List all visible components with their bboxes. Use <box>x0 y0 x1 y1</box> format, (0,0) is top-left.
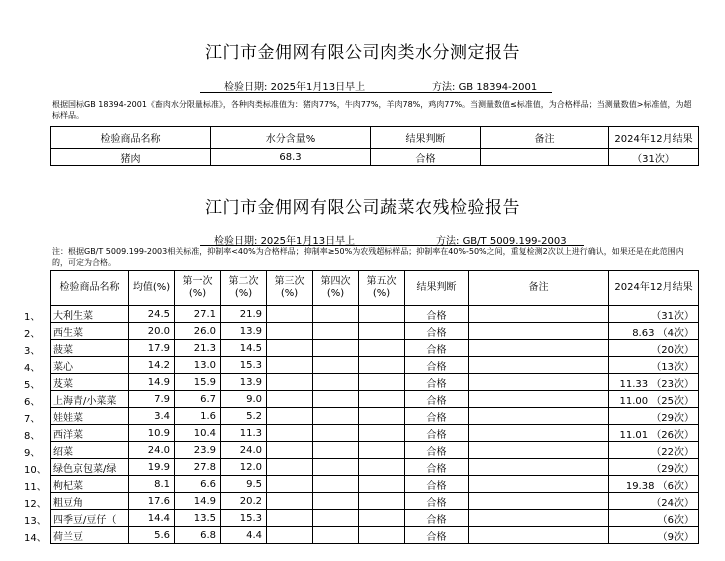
veg-cell-r3 <box>267 476 313 493</box>
veg-cell-remark <box>469 459 609 476</box>
veg-cell-avg: 17.6 <box>129 493 175 510</box>
veg-cell-r2: 13.9 <box>221 374 267 391</box>
veg-row-index: 9、 <box>24 448 41 459</box>
veg-cell-result: 合格 <box>405 459 469 476</box>
veg-header-r4: 第四次(%) <box>313 271 359 306</box>
veg-cell-prev: （20次） <box>609 340 699 357</box>
meat-date <box>224 78 365 93</box>
veg-cell-prev: 19.38 （6次） <box>609 476 699 493</box>
veg-row-index: 14、 <box>24 533 47 544</box>
veg-cell-r2: 9.0 <box>221 391 267 408</box>
veg-row-index: 5、 <box>24 380 41 391</box>
table-row <box>51 493 699 510</box>
veg-cell-r1: 23.9 <box>175 442 221 459</box>
veg-cell-r5 <box>359 391 405 408</box>
veg-header-avg: 均值(%) <box>129 271 175 306</box>
veg-date-label: 检验日期: <box>214 236 258 247</box>
table-row <box>51 510 699 527</box>
meat-meta-underline <box>200 92 552 93</box>
veg-report-title: 江门市金佣网有限公司蔬菜农残检验报告 <box>205 198 520 218</box>
veg-cell-prev: （29次） <box>609 459 699 476</box>
table-row <box>51 459 699 476</box>
veg-cell-r1: 27.1 <box>175 306 221 323</box>
veg-cell-r4 <box>313 442 359 459</box>
veg-cell-result: 合格 <box>405 527 469 544</box>
veg-cell-remark <box>469 493 609 510</box>
veg-cell-prev: 8.63 （4次） <box>609 323 699 340</box>
meat-cell-name: 猪肉 <box>51 149 211 166</box>
veg-row-index: 12、 <box>24 499 47 510</box>
veg-date-value: 2025年1月13日早上 <box>260 236 356 247</box>
veg-cell-prev: 11.33 （23次） <box>609 374 699 391</box>
veg-cell-r2: 20.2 <box>221 493 267 510</box>
veg-cell-name: 西洋菜 <box>51 425 129 442</box>
meat-method <box>432 78 537 93</box>
veg-cell-remark <box>469 527 609 544</box>
veg-cell-avg: 8.1 <box>129 476 175 493</box>
veg-cell-avg: 24.5 <box>129 306 175 323</box>
veg-cell-r4 <box>313 476 359 493</box>
veg-cell-remark <box>469 374 609 391</box>
table-row <box>51 357 699 374</box>
veg-cell-r5 <box>359 510 405 527</box>
veg-cell-r3 <box>267 408 313 425</box>
veg-header-r1: 第一次(%) <box>175 271 221 306</box>
table-row <box>51 374 699 391</box>
veg-cell-r4 <box>313 459 359 476</box>
veg-cell-r1: 15.9 <box>175 374 221 391</box>
veg-cell-result: 合格 <box>405 510 469 527</box>
meat-header-name: 检验商品名称 <box>51 127 211 149</box>
veg-cell-avg: 10.9 <box>129 425 175 442</box>
veg-cell-remark <box>469 340 609 357</box>
veg-cell-prev: 11.00 （25次） <box>609 391 699 408</box>
veg-cell-r5 <box>359 493 405 510</box>
meat-cell-prev: （31次） <box>609 149 699 166</box>
veg-cell-result: 合格 <box>405 306 469 323</box>
veg-header-result: 结果判断 <box>405 271 469 306</box>
table-row <box>51 476 699 493</box>
veg-cell-r4 <box>313 425 359 442</box>
veg-cell-avg: 14.2 <box>129 357 175 374</box>
veg-row-index: 4、 <box>24 363 41 374</box>
table-row <box>51 408 699 425</box>
veg-cell-r5 <box>359 476 405 493</box>
veg-row-index: 13、 <box>24 516 47 527</box>
veg-cell-avg: 5.6 <box>129 527 175 544</box>
veg-cell-r4 <box>313 527 359 544</box>
veg-cell-remark <box>469 425 609 442</box>
veg-cell-r4 <box>313 408 359 425</box>
veg-cell-avg: 3.4 <box>129 408 175 425</box>
meat-header-remark: 备注 <box>481 127 609 149</box>
meat-method-label: 方法: <box>432 82 456 93</box>
veg-row-index: 8、 <box>24 431 41 442</box>
veg-cell-avg: 19.9 <box>129 459 175 476</box>
veg-cell-r2: 13.9 <box>221 323 267 340</box>
veg-cell-result: 合格 <box>405 340 469 357</box>
meat-header-result: 结果判断 <box>371 127 481 149</box>
veg-cell-r5 <box>359 425 405 442</box>
veg-header-r2: 第二次(%) <box>221 271 267 306</box>
veg-cell-r5 <box>359 323 405 340</box>
veg-cell-name: 枸杞菜 <box>51 476 129 493</box>
table-row <box>51 442 699 459</box>
meat-cell-value: 68.3 <box>211 149 371 166</box>
veg-cell-r3 <box>267 374 313 391</box>
table-row <box>51 425 699 442</box>
veg-method-value: GB/T 5009.199-2003 <box>462 236 567 247</box>
veg-row-index: 10、 <box>24 465 47 476</box>
veg-cell-result: 合格 <box>405 357 469 374</box>
veg-row-index: 1、 <box>24 312 41 323</box>
meat-cell-result: 合格 <box>371 149 481 166</box>
veg-cell-prev: （24次） <box>609 493 699 510</box>
veg-cell-r4 <box>313 357 359 374</box>
veg-cell-r3 <box>267 391 313 408</box>
veg-cell-r1: 1.6 <box>175 408 221 425</box>
veg-cell-result: 合格 <box>405 408 469 425</box>
veg-cell-name: 绿色京包菜/绿 <box>51 459 129 476</box>
veg-cell-remark <box>469 510 609 527</box>
veg-cell-result: 合格 <box>405 493 469 510</box>
veg-cell-r3 <box>267 425 313 442</box>
veg-cell-r2: 24.0 <box>221 442 267 459</box>
veg-cell-name: 粗豆角 <box>51 493 129 510</box>
veg-report-note: 注：根据GB/T 5009.199-2003相关标准，抑制率<40%为合格样品；抑制率≥50%为农残超标样品；抑制率在40%-50%之间，重复检测2次以上进行确认，如果还是在此范围内的，可定为合格。 <box>52 247 684 267</box>
veg-cell-r3 <box>267 357 313 374</box>
veg-cell-prev: （31次） <box>609 306 699 323</box>
veg-cell-avg: 7.9 <box>129 391 175 408</box>
veg-cell-r3 <box>267 306 313 323</box>
veg-cell-r2: 11.3 <box>221 425 267 442</box>
veg-cell-r2: 4.4 <box>221 527 267 544</box>
veg-cell-avg: 24.0 <box>129 442 175 459</box>
veg-cell-r1: 13.5 <box>175 510 221 527</box>
veg-cell-prev: （6次） <box>609 510 699 527</box>
veg-cell-avg: 14.9 <box>129 374 175 391</box>
veg-cell-prev: （9次） <box>609 527 699 544</box>
veg-cell-remark <box>469 391 609 408</box>
veg-cell-r2: 15.3 <box>221 510 267 527</box>
veg-cell-result: 合格 <box>405 374 469 391</box>
veg-row-index: 11、 <box>24 482 47 493</box>
meat-date-value: 2025年1月13日早上 <box>270 82 366 93</box>
veg-cell-prev: （22次） <box>609 442 699 459</box>
veg-cell-name: 上海青/小菜菜 <box>51 391 129 408</box>
veg-cell-r1: 26.0 <box>175 323 221 340</box>
veg-cell-result: 合格 <box>405 476 469 493</box>
veg-cell-r5 <box>359 357 405 374</box>
veg-cell-r4 <box>313 323 359 340</box>
meat-report-title: 江门市金佣网有限公司肉类水分测定报告 <box>205 43 520 63</box>
veg-cell-prev: 11.01 （26次） <box>609 425 699 442</box>
meat-method-value: GB 18394-2001 <box>458 82 538 93</box>
table-row <box>51 323 699 340</box>
veg-cell-remark <box>469 442 609 459</box>
veg-cell-r4 <box>313 374 359 391</box>
veg-cell-r1: 6.7 <box>175 391 221 408</box>
veg-cell-name: 娃娃菜 <box>51 408 129 425</box>
veg-cell-r2: 5.2 <box>221 408 267 425</box>
table-row <box>51 306 699 323</box>
veg-cell-r1: 13.0 <box>175 357 221 374</box>
meat-cell-remark <box>481 149 609 166</box>
veg-cell-r3 <box>267 510 313 527</box>
veg-cell-r3 <box>267 459 313 476</box>
veg-row-index: 7、 <box>24 414 41 425</box>
veg-cell-r5 <box>359 459 405 476</box>
veg-cell-r2: 15.3 <box>221 357 267 374</box>
veg-cell-remark <box>469 476 609 493</box>
meat-date-label: 检验日期: <box>224 82 268 93</box>
veg-cell-r3 <box>267 323 313 340</box>
veg-cell-name: 绍菜 <box>51 442 129 459</box>
veg-cell-remark <box>469 357 609 374</box>
veg-cell-result: 合格 <box>405 442 469 459</box>
table-row <box>51 340 699 357</box>
veg-cell-result: 合格 <box>405 391 469 408</box>
veg-header-r3: 第三次(%) <box>267 271 313 306</box>
table-row <box>51 391 699 408</box>
veg-table <box>50 270 699 544</box>
veg-cell-r3 <box>267 442 313 459</box>
veg-cell-name: 四季豆/豆仔（ <box>51 510 129 527</box>
veg-cell-r1: 21.3 <box>175 340 221 357</box>
veg-cell-r5 <box>359 374 405 391</box>
veg-cell-result: 合格 <box>405 425 469 442</box>
veg-cell-r2: 12.0 <box>221 459 267 476</box>
veg-cell-r2: 9.5 <box>221 476 267 493</box>
veg-cell-r4 <box>313 340 359 357</box>
veg-cell-r1: 14.9 <box>175 493 221 510</box>
veg-cell-r4 <box>313 306 359 323</box>
veg-row-index: 2、 <box>24 329 41 340</box>
veg-cell-name: 大利生菜 <box>51 306 129 323</box>
veg-header-r5: 第五次(%) <box>359 271 405 306</box>
veg-cell-r5 <box>359 408 405 425</box>
veg-cell-remark <box>469 306 609 323</box>
veg-row-index: 6、 <box>24 397 41 408</box>
veg-cell-remark <box>469 408 609 425</box>
veg-cell-prev: （29次） <box>609 408 699 425</box>
veg-cell-name: 荷兰豆 <box>51 527 129 544</box>
veg-cell-r5 <box>359 442 405 459</box>
veg-cell-r5 <box>359 527 405 544</box>
veg-cell-r4 <box>313 391 359 408</box>
veg-method-label: 方法: <box>436 236 460 247</box>
veg-cell-remark <box>469 323 609 340</box>
veg-cell-avg: 20.0 <box>129 323 175 340</box>
veg-cell-name: 芨菜 <box>51 374 129 391</box>
meat-table <box>50 126 699 166</box>
veg-cell-r3 <box>267 340 313 357</box>
meat-header-value: 水分含量% <box>211 127 371 149</box>
veg-cell-r5 <box>359 340 405 357</box>
veg-cell-r1: 10.4 <box>175 425 221 442</box>
veg-cell-name: 菠菜 <box>51 340 129 357</box>
table-row <box>51 149 699 166</box>
veg-cell-avg: 14.4 <box>129 510 175 527</box>
veg-cell-r1: 6.8 <box>175 527 221 544</box>
veg-cell-prev: （13次） <box>609 357 699 374</box>
veg-cell-name: 西生菜 <box>51 323 129 340</box>
veg-cell-r1: 6.6 <box>175 476 221 493</box>
meat-report-note: 根据国标GB 18394-2001《畜肉水分限量标准》，各种肉类标准值为：猪肉77%，牛肉77%，羊肉78%，鸡肉77%。当测量数值≤标准值，为合格样品；当测量数值>标准值，为超标样品。 <box>52 100 692 120</box>
veg-cell-r3 <box>267 493 313 510</box>
veg-cell-result: 合格 <box>405 323 469 340</box>
veg-cell-r3 <box>267 527 313 544</box>
table-row <box>51 527 699 544</box>
veg-cell-r2: 21.9 <box>221 306 267 323</box>
veg-header-name: 检验商品名称 <box>51 271 129 306</box>
veg-cell-r5 <box>359 306 405 323</box>
veg-cell-r4 <box>313 510 359 527</box>
veg-header-remark: 备注 <box>469 271 609 306</box>
veg-cell-r4 <box>313 493 359 510</box>
veg-cell-avg: 17.9 <box>129 340 175 357</box>
meat-header-prev: 2024年12月结果 <box>609 127 699 149</box>
veg-header-prev: 2024年12月结果 <box>609 271 699 306</box>
veg-cell-r2: 14.5 <box>221 340 267 357</box>
veg-cell-name: 菜心 <box>51 357 129 374</box>
veg-row-index: 3、 <box>24 346 41 357</box>
veg-cell-r1: 27.8 <box>175 459 221 476</box>
